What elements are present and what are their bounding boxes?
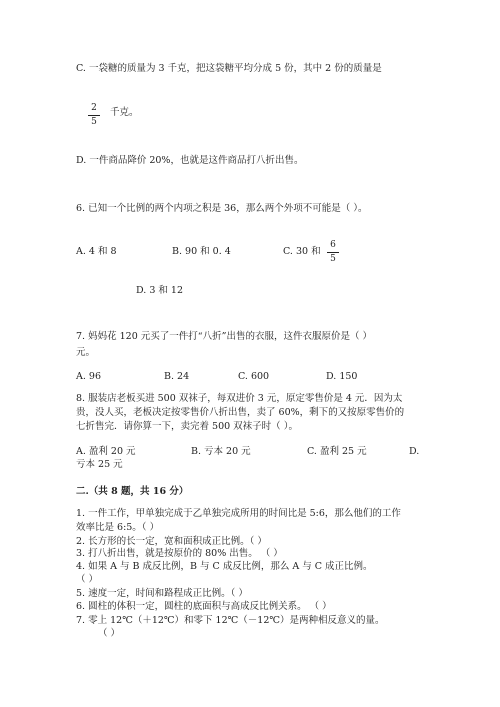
q8-option-b: B. 亏本 20 元 — [191, 446, 251, 457]
q8-stem-line3: 七折售完．请你算一下，卖完着 500 双袜子时（ ）。 — [76, 421, 298, 432]
tf-q4-line2: （ ） — [76, 574, 99, 585]
q8-stem-line1: 8. 服装店老板买进 500 双袜子，每双进价 3 元，原定零售价是 4 元．因为太 — [76, 393, 403, 404]
tf-q3: 3. 打八折出售，就是按原价的 80% 出售。 （ ） — [76, 548, 283, 559]
q5-option-c-fraction — [88, 103, 100, 128]
q6-option-c: C. 30 和 — [283, 246, 321, 257]
tf-q4-line1: 4. 如果 A 与 B 成反比例，B 与 C 成反比例，那么 A 与 C 成正比例。 — [76, 561, 373, 572]
tf-q7-line1: 7. 零上 12℃（＋12℃）和零下 12℃（－12℃）是两种相反意义的量。 — [76, 615, 385, 626]
q7-option-a: A. 96 — [76, 371, 101, 382]
q8-option-c: C. 盈利 25 元 — [307, 446, 367, 457]
fraction-denominator: 5 — [91, 117, 97, 127]
fraction-numerator: 2 — [91, 103, 97, 113]
q8-option-a: A. 盈利 20 元 — [76, 446, 136, 457]
q8-option-d-text: 亏本 25 元 — [76, 459, 123, 470]
fraction-bar — [327, 252, 339, 253]
q7-stem-line2: 元。 — [76, 347, 96, 358]
tf-q7-line2: （ ） — [98, 628, 121, 639]
q7-option-b: B. 24 — [164, 371, 190, 382]
q5-option-c-text: C. 一袋糖的质量为 3 千克，把这袋糖平均分成 5 份，其中 2 份的质量是 — [76, 63, 382, 74]
q6-option-d: D. 3 和 12 — [136, 285, 183, 296]
tf-q2: 2. 长方形的长一定，宽和面积成正比例。（ ） — [76, 536, 267, 547]
tf-q6: 6. 圆柱的体积一定，圆柱的底面积与高成反比例关系。 （ ） — [76, 601, 332, 612]
fraction-bar — [88, 115, 100, 116]
q8-stem-line2: 贵，没人买，老板决定按零售价八折出售，卖了 60%，剩下的又按原零售价的 — [76, 407, 405, 418]
q8-option-d-label: D. — [409, 446, 420, 457]
q7-option-c: C. 600 — [238, 371, 270, 382]
q6-option-c-fraction — [327, 240, 339, 265]
q6-stem: 6. 已知一个比例的两个内项之积是 36，那么两个外项不可能是（ ）。 — [76, 203, 368, 214]
q7-stem-line1: 7. 妈妈花 120 元买了一件打“八折”出售的衣服，这件衣服原价是（ ） — [76, 331, 372, 342]
q6-option-a: A. 4 和 8 — [76, 246, 117, 257]
tf-q5: 5. 速度一定，时间和路程成正比例。（ ） — [76, 588, 248, 599]
fraction-denominator: 5 — [330, 254, 336, 264]
fraction-numerator: 6 — [330, 240, 336, 250]
q5-option-d-text: D. 一件商品降价 20%，也就是这件商品打八折出售。 — [76, 155, 304, 166]
tf-q1-line1: 1. 一件工作，甲单独完成于乙单独完成所用的时间比是 5:6，那么他们的工作 — [76, 508, 401, 519]
q5-option-c-unit: 千克。 — [110, 107, 139, 118]
q7-option-d: D. 150 — [326, 371, 358, 382]
section-heading: 二.（共 8 题，共 16 分） — [76, 486, 189, 497]
q6-option-b: B. 90 和 0. 4 — [172, 246, 231, 257]
tf-q1-line2: 效率比是 6:5。（ ） — [76, 522, 160, 533]
